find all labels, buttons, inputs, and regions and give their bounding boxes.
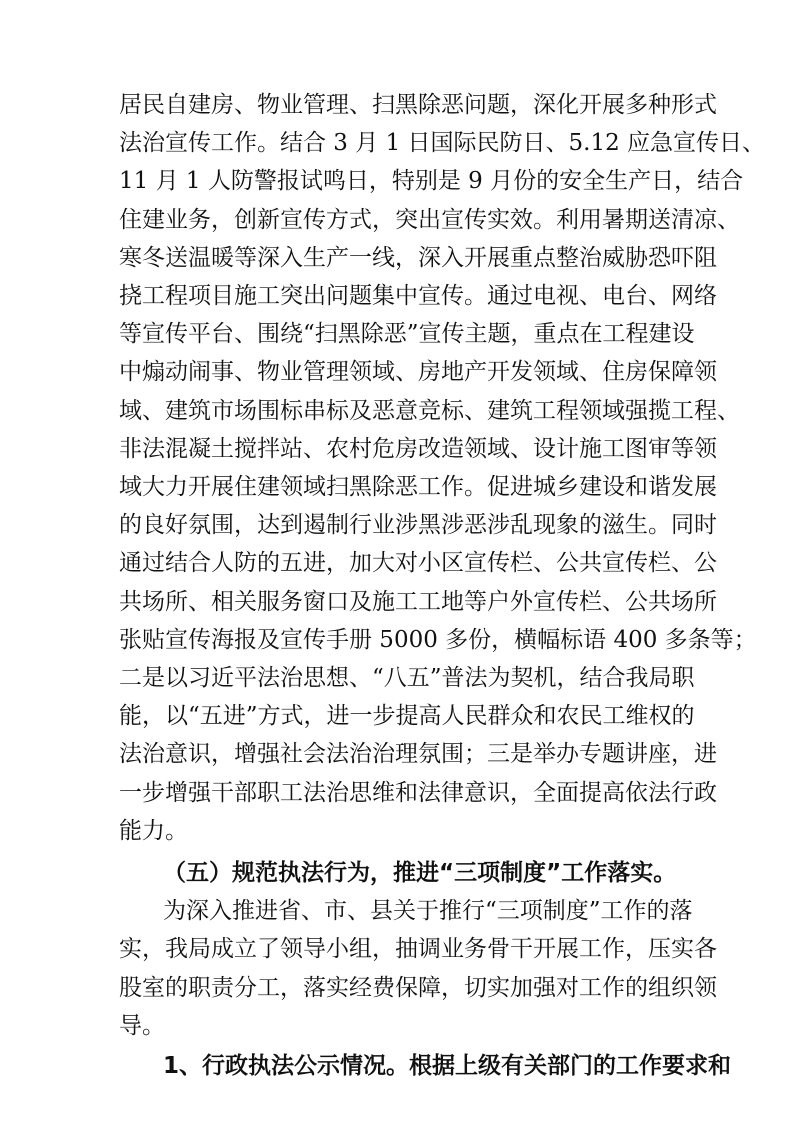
body-text-line: 等宣传平台、围绕“扫黑除恶”宣传主题，重点在工程建设 [119,321,695,347]
body-text-line: 中煽动闹事、物业管理领域、房地产开发领域、住房保障领 [119,359,717,385]
body-text-line: 共场所、相关服务窗口及施工工地等户外宣传栏、公共场所 [119,589,717,615]
paragraph2-line: 为深入推进省、市、县关于推行“三项制度”工作的落 [163,898,693,924]
body-text-line: 域大力开展住建领域扫黑除恶工作。促进城乡建设和谐发展 [119,474,717,500]
body-text-line: 通过结合人防的五进，加大对小区宣传栏、公共宣传栏、公 [119,550,717,576]
item-heading-line: 1、行政执法公示情况。根据上级有关部门的工作要求和 [163,1053,732,1079]
paragraph2-line: 导。 [119,1013,165,1039]
body-text-line: 挠工程项目施工突出问题集中宣传。通过电视、电台、网络 [119,283,717,309]
body-text-line: 寒冬送温暖等深入生产一线，深入开展重点整治威胁恐吓阻 [119,245,717,271]
body-text-line: 11 月 1 人防警报试鸣日，特别是 9 月份的安全生产日，结合 [119,168,744,194]
body-text-line: 住建业务，创新宣传方式，突出宣传实效。利用暑期送清凉、 [119,207,740,233]
paragraph2-line: 实，我局成立了领导小组，抽调业务骨干开展工作，压实各 [119,936,717,962]
body-text-line: 法治意识，增强社会法治治理氛围；三是举办专题讲座，进 [119,741,717,767]
paragraph-end-line: 能力。 [119,818,188,844]
body-text-line: 法治宣传工作。结合 3 月 1 日国际民防日、5.12 应急宣传日、 [119,130,766,156]
body-text-line: 一步增强干部职工法治思维和法律意识，全面提高依法行政 [119,780,717,806]
body-text-line: 居民自建房、物业管理、扫黑除恶问题，深化开展多种形式 [119,92,717,118]
body-text-line: 域、建筑市场围标串标及恶意竞标、建筑工程领域强揽工程、 [119,398,740,424]
body-text-line: 非法混凝土搅拌站、农村危房改造领域、设计施工图审等领 [119,436,717,462]
paragraph2-line: 股室的职责分工，落实经费保障，切实加强对工作的组织领 [119,975,717,1001]
body-text-line: 张贴宣传海报及宣传手册 5000 多份，横幅标语 400 多条等； [119,627,757,653]
section-heading: （五）规范执法行为，推进“三项制度”工作落实。 [163,860,677,886]
body-text-line: 能，以“五进”方式，进一步提高人民群众和农民工维权的 [119,703,695,729]
body-text-line: 二是以习近平法治思想、“八五”普法为契机，结合我局职 [119,665,695,691]
body-text-line: 的良好氛围，达到遏制行业涉黑涉恶涉乱现象的滋生。同时 [119,512,717,538]
